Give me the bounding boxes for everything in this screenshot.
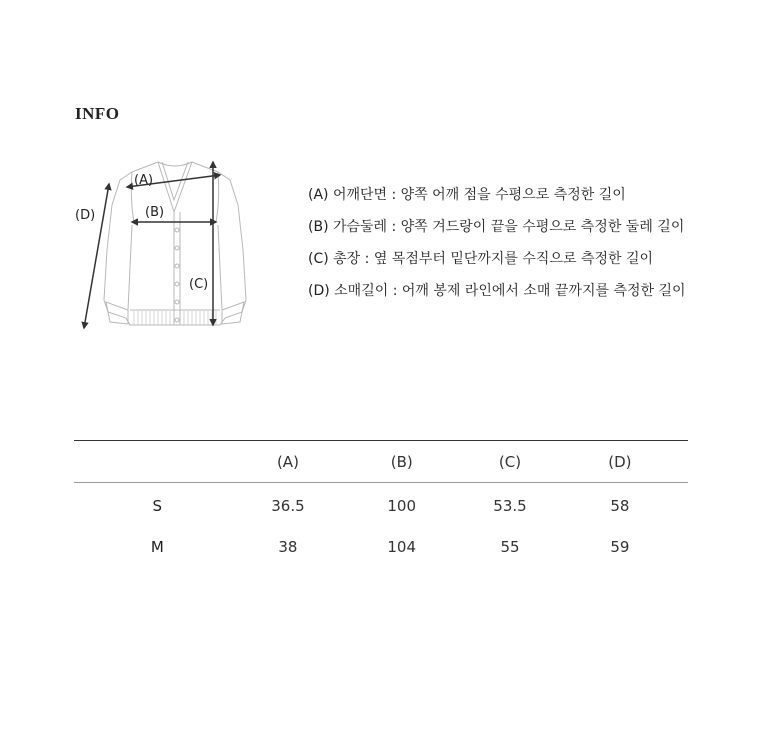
cardigan-measurement-diagram	[70, 150, 300, 340]
table-row	[74, 526, 688, 567]
description-b: (B) 가슴둘레 : 양쪽 겨드랑이 끝을 수평으로 측정한 둘레 길이	[308, 219, 685, 235]
header-size	[74, 441, 241, 483]
cell-a: 38	[278, 537, 298, 556]
description-d: (D) 소매길이 : 어깨 봉제 라인에서 소매 끝까지를 측정한 길이	[308, 283, 686, 299]
table-row	[74, 483, 688, 527]
measurement-descriptions	[308, 187, 686, 315]
label-d: (D)	[75, 208, 96, 223]
description-c: (C) 총장 : 옆 목점부터 밑단까지를 수직으로 측정한 길이	[308, 251, 654, 267]
size-table	[74, 440, 688, 567]
header-b: (B)	[390, 452, 413, 471]
cell-b: 100	[387, 496, 417, 515]
cell-a: 36.5	[271, 496, 305, 515]
cell-d: 59	[610, 537, 630, 556]
cell-d: 58	[610, 496, 630, 515]
header-a: (A)	[276, 452, 299, 471]
size-label: M	[150, 537, 164, 556]
size-label: S	[152, 496, 163, 515]
table-header-row	[74, 441, 688, 483]
cell-c: 53.5	[493, 496, 527, 515]
header-d: (D)	[608, 452, 632, 471]
page-title: INFO	[75, 104, 120, 123]
label-a: (A)	[134, 173, 154, 188]
description-a: (A) 어깨단면 : 양쪽 어깨 점을 수평으로 측정한 길이	[308, 187, 626, 203]
cell-c: 55	[500, 537, 520, 556]
cardigan-sketch	[104, 162, 246, 325]
header-c: (C)	[498, 452, 522, 471]
arrow-d	[84, 184, 109, 328]
label-b: (B)	[145, 205, 165, 220]
cell-b: 104	[387, 537, 417, 556]
label-c: (C)	[189, 277, 209, 292]
